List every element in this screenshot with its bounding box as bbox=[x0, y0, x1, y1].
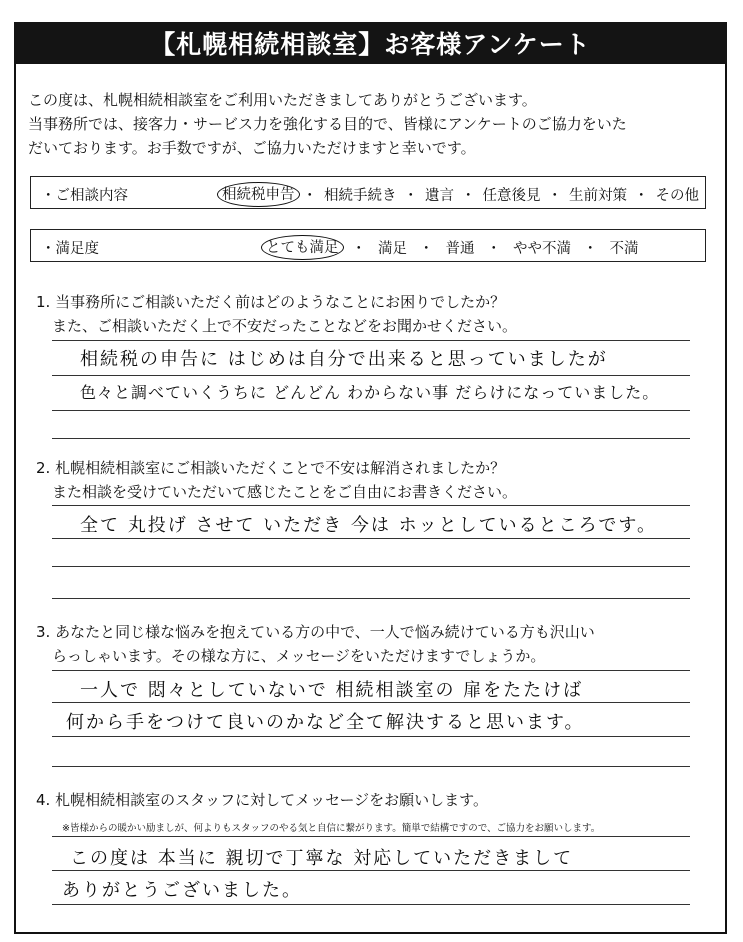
answer-rule bbox=[52, 736, 690, 737]
answer-1-line-1: 相続税の申告に はじめは自分で出来ると思っていましたが bbox=[80, 349, 608, 370]
question-4-note: ※皆様からの暖かい励ましが、何よりもスタッフのやる気と自信に繋がります。簡単で結構ですので、ご協力をお願いします。 bbox=[62, 823, 601, 834]
intro-text bbox=[28, 88, 718, 160]
answer-rule bbox=[52, 598, 690, 599]
answer-rule bbox=[52, 340, 690, 341]
answer-4-line-1: この度は 本当に 親切で丁寧な 対応していただきまして bbox=[70, 848, 574, 869]
survey-title: 【札幌相続相談室】お客様アンケート bbox=[14, 22, 727, 64]
answer-rule bbox=[52, 538, 690, 539]
question-text: 4. 札幌相続相談室のスタッフに対してメッセージをお願いします。 bbox=[36, 791, 488, 809]
answer-rule bbox=[52, 410, 690, 411]
answer-rule bbox=[52, 904, 690, 905]
answer-4-line-2: ありがとうございました。 bbox=[62, 880, 302, 901]
consult-type-label: ・ご相談内容 bbox=[41, 188, 128, 204]
satisfaction-option[interactable]: やや不満 bbox=[513, 241, 571, 257]
question-text: 1. 当事務所にご相談いただく前はどのようなことにお困りでしたか？ bbox=[36, 293, 506, 311]
answer-rule bbox=[52, 438, 690, 439]
question-1 bbox=[36, 290, 716, 338]
question-text: また、ご相談いただく上で不安だったことなどをお聞かせください。 bbox=[52, 317, 518, 335]
intro-line: だいております。お手数ですが、ご協力いただけますと幸いです。 bbox=[28, 139, 476, 157]
question-2 bbox=[36, 456, 716, 504]
answer-2-line-1: 全て 丸投げ させて いただき 今は ホッとしているところです。 bbox=[80, 515, 657, 536]
intro-line: この度は、札幌相続相談室をご利用いただきましてありがとうございます。 bbox=[28, 91, 537, 109]
answer-1-line-2: 色々と調べていくうちに どんどん わからない事 だらけになっていました。 bbox=[80, 383, 660, 402]
consult-option[interactable]: 任意後見 bbox=[482, 188, 541, 204]
consult-option-selected[interactable]: 相続税申告 bbox=[217, 182, 300, 207]
question-text: 2. 札幌相続相談室にご相談いただくことで不安は解消されましたか？ bbox=[36, 459, 506, 477]
answer-rule bbox=[52, 505, 690, 506]
question-text: また相談を受けていただいて感じたことをご自由にお書きください。 bbox=[52, 483, 518, 501]
consult-type-options: 相続税申告 ・ 相続手続き ・ 遺言 ・ 任意後見 ・ 生前対策 ・ その他 bbox=[219, 184, 701, 205]
consult-option[interactable]: 相続手続き bbox=[324, 188, 397, 204]
answer-3-line-1: 一人で 悶々としていないで 相続相談室の 扉をたたけば bbox=[80, 680, 584, 701]
satisfaction-option[interactable]: 普通 bbox=[445, 241, 475, 257]
question-3 bbox=[36, 620, 716, 668]
answer-rule bbox=[52, 702, 690, 703]
question-text: らっしゃいます。その様な方に、メッセージをいただけますでしょうか。 bbox=[52, 647, 546, 665]
consult-option[interactable]: その他 bbox=[655, 188, 699, 204]
consult-type-box bbox=[30, 176, 706, 209]
answer-3-line-2: 何から手をつけて良いのかなど全て解決すると思います。 bbox=[66, 712, 585, 733]
satisfaction-option-selected[interactable]: とても満足 bbox=[261, 235, 344, 260]
satisfaction-label: ・満足度 bbox=[41, 241, 99, 257]
intro-line: 当事務所では、接客力・サービス力を強化する目的で、皆様にアンケートのご協力をいた bbox=[28, 115, 627, 133]
answer-rule bbox=[52, 566, 690, 567]
consult-option[interactable]: 遺言 bbox=[425, 188, 454, 204]
answer-rule bbox=[52, 836, 690, 837]
satisfaction-option[interactable]: 不満 bbox=[609, 241, 639, 257]
satisfaction-option[interactable]: 満足 bbox=[378, 241, 407, 257]
answer-rule bbox=[52, 670, 690, 671]
answer-rule bbox=[52, 766, 690, 767]
satisfaction-options: とても満足 ・ 満足 ・ 普通 ・ やや不満 ・ 不満 bbox=[263, 237, 641, 258]
answer-rule bbox=[52, 375, 690, 376]
question-text: 3. あなたと同じ様な悩みを抱えている方の中で、一人で悩み続けている方も沢山い bbox=[36, 623, 595, 641]
consult-option[interactable]: 生前対策 bbox=[569, 188, 627, 204]
satisfaction-box bbox=[30, 229, 706, 262]
answer-rule bbox=[52, 870, 690, 871]
question-4 bbox=[36, 788, 716, 812]
